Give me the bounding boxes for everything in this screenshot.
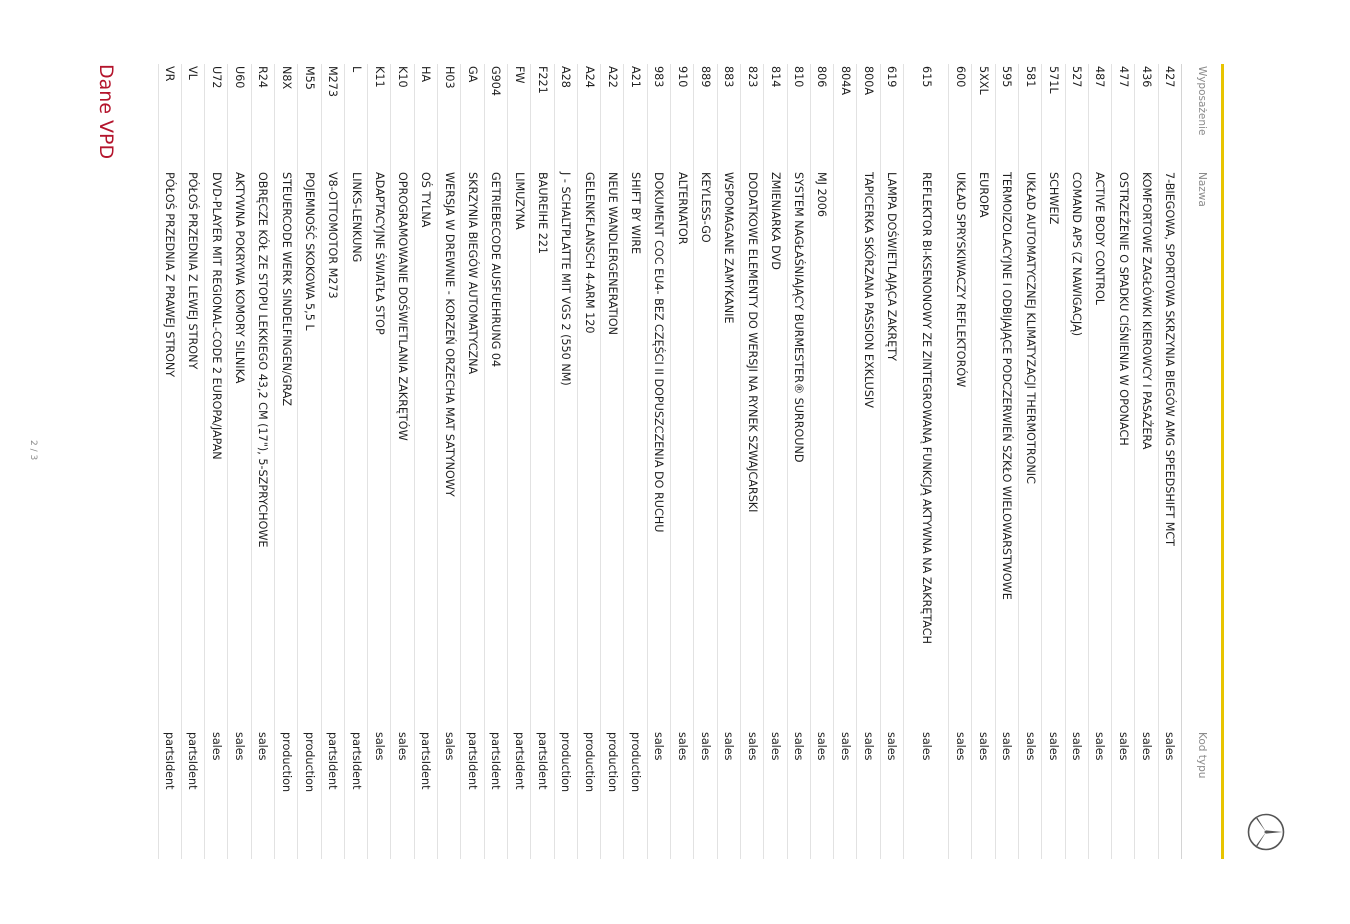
cell-name: COMAND APS (Z NAWIGACJĄ) — [1070, 172, 1084, 337]
cell-type: sales — [256, 732, 270, 761]
cell-code: L — [349, 66, 363, 73]
table-row — [903, 64, 948, 859]
cell-type: sales — [396, 732, 410, 761]
table-row — [787, 64, 810, 859]
cell-name: ACTIVE BODY CONTROL — [1093, 172, 1107, 305]
cell-type: partsIdent — [466, 732, 480, 790]
equipment-table — [158, 64, 1222, 859]
cell-code: H03 — [442, 66, 456, 89]
cell-name: OBRĘCZE KÓŁ ZE STOPU LEKKIEGO 43,2 CM (17"), 5-SZPRYCHOWE — [256, 172, 270, 548]
cell-name: UKŁAD AUTOMATYCZNEJ KLIMATYZACJI THERMOTRONIC — [1023, 172, 1037, 484]
mercedes-star-icon — [1246, 812, 1286, 852]
cell-name: OSTRZEŻENIE O SPADKU CIŚNIENIA W OPONACH — [1116, 172, 1130, 446]
cell-code: M273 — [326, 66, 340, 98]
table-row — [507, 64, 530, 859]
table-row — [227, 64, 250, 859]
cell-name: GETRIEBECODE AUSFUEHRUNG 04 — [489, 172, 503, 368]
table-row — [1041, 64, 1064, 859]
table-header — [1181, 64, 1222, 859]
cell-code: 581 — [1023, 66, 1037, 88]
cell-name: ZMIENIARKA DVD — [768, 172, 782, 270]
cell-code: 595 — [1000, 66, 1014, 88]
cell-type: sales — [209, 732, 223, 761]
cell-name: MJ 2006 — [815, 172, 829, 217]
cell-name: REFLEKTOR BI-KSENONOWY ZE ZINTEGROWANĄ FUNKCJĄ AKTYWNA NA ZAKRĘTACH — [919, 172, 933, 644]
cell-code: G904 — [489, 66, 503, 97]
cell-name: KEYLESS-GO — [699, 172, 713, 243]
cell-name: PÓŁOŚ PRZEDNIA Z LEWEJ STRONY — [186, 172, 200, 370]
cell-name: ADAPTACYJNE ŚWIATŁA STOP — [372, 172, 386, 335]
cell-type: sales — [885, 732, 899, 761]
table-row — [1088, 64, 1111, 859]
cell-type: partsIdent — [186, 732, 200, 790]
header-kod-typu: Kod typu — [1196, 732, 1208, 779]
cell-name: LINKS-LENKUNG — [349, 172, 363, 263]
cell-name: AKTYWNA POKRYWA KOMORY SILNIKA — [233, 172, 247, 384]
cell-name: ALTERNATOR — [675, 172, 689, 245]
table-row — [880, 64, 903, 859]
cell-name: GELENKFLANSCH 4-ARM 120 — [582, 172, 596, 334]
table-row — [251, 64, 274, 859]
cell-code: A21 — [629, 66, 643, 88]
table-row — [530, 64, 553, 859]
table-row — [577, 64, 600, 859]
cell-type: sales — [976, 732, 990, 761]
header-nazwa: Nazwa — [1196, 172, 1208, 207]
cell-type: partsIdent — [326, 732, 340, 790]
cell-name: OPROGRAMOWANIE DOŚWIETLANIA ZAKRĘTÓW — [396, 172, 410, 441]
cell-name: SCHWEIZ — [1046, 172, 1060, 225]
table-row — [1018, 64, 1041, 859]
cell-name: WERSJA W DREWNIE - KORZEŃ ORZECHA MAT SATYNOWY — [442, 172, 456, 497]
cell-type: sales — [1116, 732, 1130, 761]
table-row — [1134, 64, 1157, 859]
cell-code: 571L — [1046, 66, 1060, 94]
cell-code: 910 — [675, 66, 689, 88]
table-row — [670, 64, 693, 859]
cell-type: sales — [815, 732, 829, 761]
header-wyposazenie: Wyposażenie — [1196, 66, 1208, 136]
cell-name: OŚ TYLNA — [419, 172, 433, 228]
cell-type: sales — [722, 732, 736, 761]
cell-name: LIMUZYNA — [512, 172, 526, 230]
cell-code: 889 — [699, 66, 713, 88]
cell-name: SKRZYNIA BIEGÓW AUTOMATYCZNA — [466, 172, 480, 375]
cell-code: 619 — [885, 66, 899, 88]
table-row — [367, 64, 390, 859]
table-row — [344, 64, 367, 859]
table-row — [414, 64, 437, 859]
cell-code: 527 — [1070, 66, 1084, 88]
cell-code: VL — [186, 66, 200, 80]
cell-code: 804A — [838, 66, 852, 96]
cell-code: 427 — [1163, 66, 1177, 88]
cell-type: partsIdent — [163, 732, 177, 790]
cell-type: sales — [745, 732, 759, 761]
cell-type: sales — [675, 732, 689, 761]
cell-type: sales — [838, 732, 852, 761]
table-row — [484, 64, 507, 859]
cell-type: partsIdent — [349, 732, 363, 790]
cell-type: production — [582, 732, 596, 793]
cell-name: KOMFORTOWE ZAGŁÓWKI KIEROWCY I PASAŻERA — [1140, 172, 1154, 450]
cell-name: LAMPA DOŚWIETLAJĄCA ZAKRĘTY — [885, 172, 899, 361]
cell-code: FW — [512, 66, 526, 84]
cell-type: production — [279, 732, 293, 793]
cell-name: SYSTEM NAGŁAŚNIAJĄCY BURMESTER® SURROUND — [792, 172, 806, 463]
cell-name: BAUREIHE 221 — [535, 172, 549, 255]
cell-code: A22 — [605, 66, 619, 88]
cell-type: sales — [1023, 732, 1037, 761]
cell-type: sales — [1163, 732, 1177, 761]
cell-code: K11 — [372, 66, 386, 88]
table-row — [1065, 64, 1088, 859]
table-row — [1111, 64, 1134, 859]
table-row — [856, 64, 879, 859]
cell-type: sales — [862, 732, 876, 761]
cell-name: V8-OTTOMOTOR M273 — [326, 172, 340, 299]
cell-type: sales — [953, 732, 967, 761]
cell-type: production — [629, 732, 643, 793]
table-row — [274, 64, 297, 859]
table-row — [948, 64, 971, 859]
cell-name: EUROPA — [976, 172, 990, 218]
cell-type: production — [559, 732, 573, 793]
table-row — [1158, 64, 1181, 859]
table-row — [717, 64, 740, 859]
table-row — [437, 64, 460, 859]
cell-code: 814 — [768, 66, 782, 88]
cell-code: M55 — [302, 66, 316, 90]
cell-code: R24 — [256, 66, 270, 89]
cell-type: production — [302, 732, 316, 793]
table-row — [460, 64, 483, 859]
cell-code: GA — [466, 66, 480, 83]
table-row — [833, 64, 856, 859]
cell-type: sales — [372, 732, 386, 761]
table-row — [971, 64, 994, 859]
table-row — [600, 64, 623, 859]
cell-code: HA — [419, 66, 433, 83]
cell-type: partsIdent — [419, 732, 433, 790]
table-row — [554, 64, 577, 859]
cell-type: production — [605, 732, 619, 793]
cell-type: partsIdent — [512, 732, 526, 790]
cell-type: sales — [792, 732, 806, 761]
table-row — [297, 64, 320, 859]
cell-type: sales — [919, 732, 933, 761]
cell-name: 7-BIEGOWA, SPORTOWA SKRZYNIA BIEGÓW AMG SPEEDSHIFT MCT — [1163, 172, 1177, 546]
cell-type: sales — [442, 732, 456, 761]
cell-code: A28 — [559, 66, 573, 88]
cell-code: U72 — [209, 66, 223, 89]
table-row — [995, 64, 1018, 859]
cell-type: sales — [1046, 732, 1060, 761]
cell-type: sales — [1093, 732, 1107, 761]
cell-code: 806 — [815, 66, 829, 88]
table-row — [181, 64, 204, 859]
table-row — [204, 64, 227, 859]
page-title: Dane VPD — [95, 64, 117, 160]
table-row — [321, 64, 344, 859]
cell-code: N8X — [279, 66, 293, 90]
cell-type: sales — [768, 732, 782, 761]
cell-name: DVD-PLAYER MIT REGIONAL-CODE 2 EUROPA/JAPAN — [209, 172, 223, 460]
table-row — [693, 64, 716, 859]
cell-code: 487 — [1093, 66, 1107, 88]
cell-name: NEUE WANDLERGENERATION — [605, 172, 619, 335]
cell-type: partsIdent — [535, 732, 549, 790]
table-row — [391, 64, 414, 859]
cell-type: sales — [1000, 732, 1014, 761]
cell-name: J - SCHALTPLATTE MIT VGS 2 (550 NM) — [559, 172, 573, 386]
cell-name: DODATKOWE ELEMENTY DO WERSJI NA RYNEK SZWAJCARSKI — [745, 172, 759, 513]
cell-code: 436 — [1140, 66, 1154, 88]
cell-type: sales — [1140, 732, 1154, 761]
cell-code: 983 — [652, 66, 666, 88]
cell-name: TERMOIZOLACYJNE I ODBIJAJĄCE PODCZERWIEŃ SZKŁO WIELOWARSTWOWE — [1000, 172, 1014, 600]
cell-name: PÓŁOŚ PRZEDNIA Z PRAWEJ STRONY — [163, 172, 177, 378]
cell-code: VR — [163, 66, 177, 82]
cell-name: WSPOMAGANE ZAMYKANIE — [722, 172, 736, 324]
table-row — [158, 64, 181, 859]
cell-type: sales — [699, 732, 713, 761]
cell-code: 883 — [722, 66, 736, 88]
cell-code: 800A — [862, 66, 876, 96]
table-row — [740, 64, 763, 859]
cell-type: sales — [233, 732, 247, 761]
cell-type: sales — [652, 732, 666, 761]
cell-name: UKŁAD SPRYSKIWACZY REFLEKTORÓW — [953, 172, 967, 388]
table-body — [158, 64, 1181, 859]
cell-code: F221 — [535, 66, 549, 94]
cell-code: 615 — [919, 66, 933, 88]
cell-code: U60 — [233, 66, 247, 89]
page-number: 2 / 3 — [28, 440, 38, 461]
cell-type: sales — [1070, 732, 1084, 761]
cell-name: POJEMNOŚĆ SKOKOWA 5,5 L — [302, 172, 316, 331]
cell-name: DOKUMENT COC EU4- BEZ CZĘŚCI II DOPUSZCZENIA DO RUCHU — [652, 172, 666, 533]
cell-code: 600 — [953, 66, 967, 88]
cell-code: 823 — [745, 66, 759, 88]
cell-name: STEUERCODE WERK SINDELFINGEN/GRAZ — [279, 172, 293, 407]
cell-name: TAPICERKA SKÓRZANA PASSION EXKLUSIV — [862, 172, 876, 408]
cell-code: 810 — [792, 66, 806, 88]
cell-type: partsIdent — [489, 732, 503, 790]
table-row — [647, 64, 670, 859]
table-row — [763, 64, 786, 859]
cell-code: 5XXL — [976, 66, 990, 95]
table-row — [623, 64, 646, 859]
cell-code: A24 — [582, 66, 596, 88]
cell-code: K10 — [396, 66, 410, 88]
cell-name: SHIFT BY WIRE — [629, 172, 643, 255]
table-row — [810, 64, 833, 859]
cell-code: 477 — [1116, 66, 1130, 88]
